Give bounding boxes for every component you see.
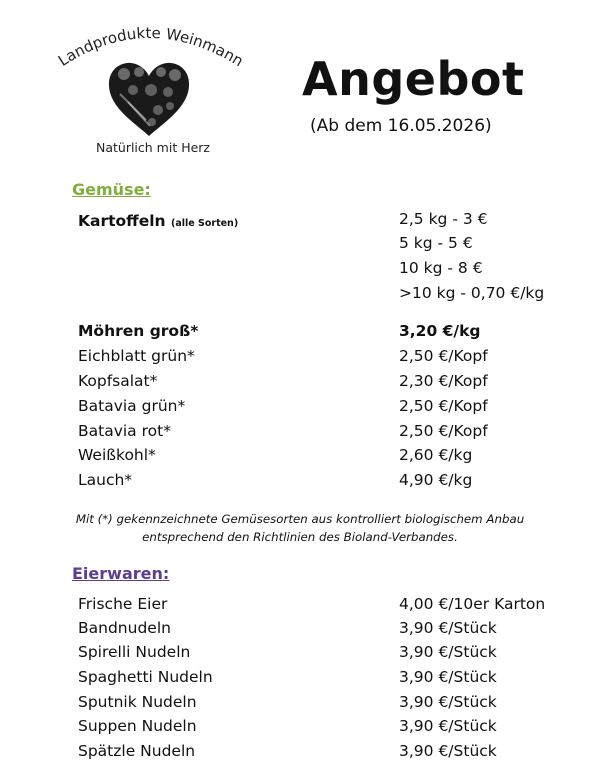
item-name: Bandnudeln xyxy=(78,619,171,637)
list-item xyxy=(78,643,578,665)
list-item xyxy=(78,619,578,641)
item-name: Sputnik Nudeln xyxy=(78,693,197,711)
list-item xyxy=(78,717,578,739)
item-price: >10 kg - 0,70 €/kg xyxy=(399,284,545,302)
list-item xyxy=(78,372,578,394)
list-item xyxy=(78,347,578,369)
item-price: 2,50 €/Kopf xyxy=(399,397,488,415)
item-name: Eichblatt grün* xyxy=(78,347,195,365)
item-price: 3,20 €/kg xyxy=(399,322,481,340)
list-item xyxy=(78,693,578,715)
item-name: Lauch* xyxy=(78,471,133,489)
list-item xyxy=(78,595,578,617)
bio-footnote xyxy=(30,510,570,546)
footnote-line-1: Mit (*) gekennzeichnete Gemüsesorten aus kontrolliert biologischem Anbau xyxy=(75,512,525,526)
list-item xyxy=(78,446,578,468)
item-price: 3,90 €/Stück xyxy=(399,668,497,686)
list-item xyxy=(78,422,578,444)
list-item xyxy=(78,471,578,493)
list-item xyxy=(78,668,578,690)
section-heading-gemuese: Gemüse: xyxy=(72,180,151,199)
item-name: Batavia rot* xyxy=(78,422,171,440)
item-price: 3,90 €/Stück xyxy=(399,643,497,661)
page-title: Angebot xyxy=(302,52,525,106)
date-subtitle: (Ab dem 16.05.2026) xyxy=(310,116,492,136)
item-name: Spätzle Nudeln xyxy=(78,742,196,760)
item-name: Spaghetti Nudeln xyxy=(78,668,213,686)
list-item xyxy=(78,284,578,306)
list-item xyxy=(78,234,578,256)
item-name: Suppen Nudeln xyxy=(78,717,197,735)
item-name: Möhren groß* xyxy=(78,322,199,340)
item-name: Kartoffeln (alle Sorten) xyxy=(78,212,239,230)
item-price: 3,90 €/Stück xyxy=(399,742,497,760)
item-name: Weißkohl* xyxy=(78,446,156,464)
list-item xyxy=(78,322,578,344)
item-price: 4,90 €/kg xyxy=(399,471,473,489)
item-price: 2,5 kg - 3 € xyxy=(399,210,488,228)
item-name: Spirelli Nudeln xyxy=(78,643,191,661)
item-price: 2,50 €/Kopf xyxy=(399,422,488,440)
list-item xyxy=(78,210,578,232)
footnote-line-2: entsprechend den Richtlinien des Bioland-Verbandes. xyxy=(142,530,458,544)
list-item xyxy=(78,397,578,419)
tagline: Natürlich mit Herz xyxy=(95,140,210,155)
item-price: 2,60 €/kg xyxy=(399,446,473,464)
item-name: Frische Eier xyxy=(78,595,168,613)
item-price: 2,50 €/Kopf xyxy=(399,347,488,365)
item-price: 4,00 €/10er Karton xyxy=(399,595,546,613)
heart-vegetables-icon xyxy=(106,60,192,138)
brand-name: Landprodukte Weinmann xyxy=(54,23,247,71)
item-price: 10 kg - 8 € xyxy=(399,259,483,277)
item-name: Batavia grün* xyxy=(78,397,186,415)
item-price: 3,90 €/Stück xyxy=(399,619,497,637)
section-heading-eierwaren: Eierwaren: xyxy=(72,564,170,583)
item-price: 2,30 €/Kopf xyxy=(399,372,488,390)
item-note: (alle Sorten) xyxy=(171,218,239,229)
list-item xyxy=(78,742,578,764)
item-price: 3,90 €/Stück xyxy=(399,717,497,735)
list-item xyxy=(78,259,578,281)
item-price: 5 kg - 5 € xyxy=(399,234,473,252)
item-price: 3,90 €/Stück xyxy=(399,693,497,711)
item-name: Kopfsalat* xyxy=(78,372,158,390)
logo xyxy=(38,8,258,168)
